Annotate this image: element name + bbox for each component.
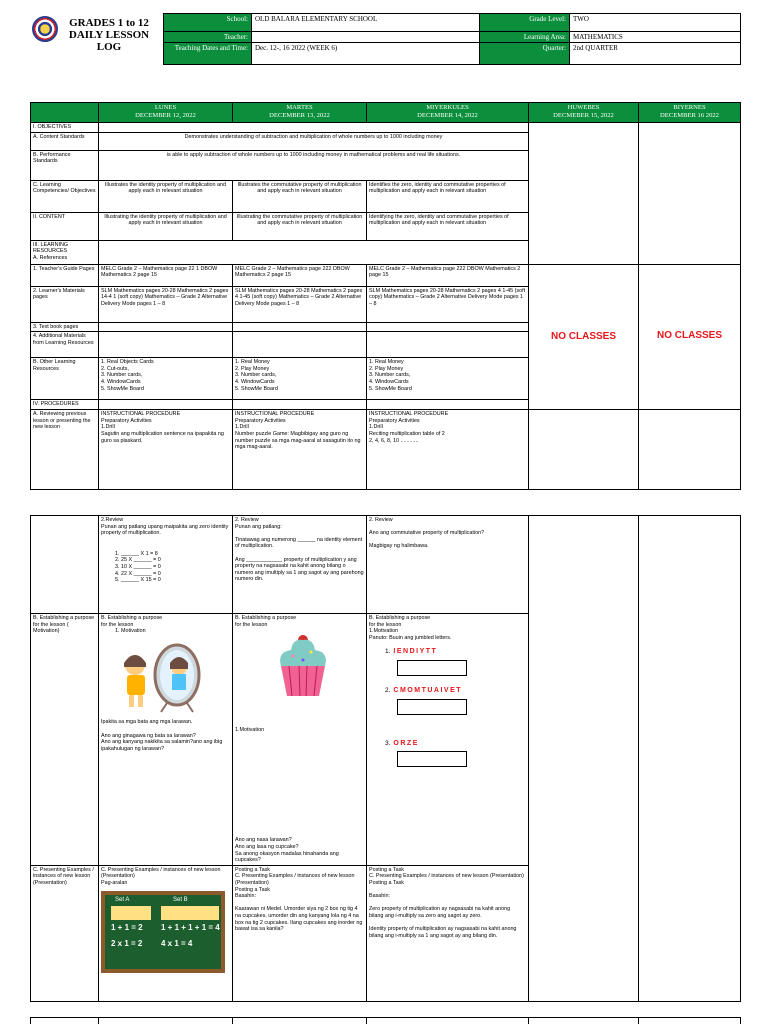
other-tue: 1. Real Money 2. Play Money 3. Number cards, 4. WindowCards 5. ShowMe Board [233, 358, 367, 400]
lm-mon: SLM Mathematics pages 20-28 Mathematics 2 pages 14-4 1 (soft copy) Mathematics – Grade 2 Alternative Delivery Mode pages 1 – 8 [99, 286, 233, 322]
textbook-label: 3. Text book pages [31, 322, 99, 332]
additional-label: 4. Additional Materials from Learning Resources [31, 332, 99, 358]
competency-wed: Identifies the zero, identity and commutative properties of multiplication and apply each in relevant situation [367, 180, 529, 212]
title-line-3: LOG [96, 41, 122, 53]
content-mon: Illustrating the identity property of multiplication and apply each in relevant situation [99, 212, 233, 240]
thursday-page2 [529, 516, 639, 1002]
other-mon: 1. Real Objects Cards 2. Cut-outs, 3. Number cards, 4. WindowCards 5. ShowMe Board [99, 358, 233, 400]
thursday-cell [529, 264, 639, 410]
purpose-tue: B. Establishing a purpose for the lesson 1.Motivation Ano ang nasa larawan? Ano ang lasa ng cupcake? Sa anong okasyon madalas hinahanda ang cupcakes? [233, 614, 367, 866]
deped-seal [32, 16, 58, 42]
grade-label: Grade Level: [480, 14, 570, 32]
header-table [163, 13, 741, 65]
purpose-label: B. Establishing a purpose for the lesson ( Motivation) [31, 614, 99, 866]
jumbled-word-2: 2. CMOMTUAIVET [385, 686, 463, 694]
competency-mon: Illustrates the identity property of multiplication and apply each in relevant situation [99, 180, 233, 212]
document-title [56, 17, 162, 53]
content-standard-text: Demonstrates understanding of subtraction and multiplication of whole numbers up to 1000 including money [99, 132, 529, 150]
answer-box-3[interactable] [397, 751, 467, 767]
other-resources-label: B. Other Learning Resources [31, 358, 99, 400]
lm-wed: SLM Mathematics pages 20-28 Mathematics 2 pages 4 1-45 (soft copy) Mathematics – Grade 2 Alternative Delivery Mode pages 1 – 8 [367, 286, 529, 322]
school-label: School: [164, 14, 252, 32]
reviewing-tue: INSTRUCTIONAL PROCEDURE Preparatory Activities 1.Drill Number puzzle Game: Magbibigay ang guro ng number puzzle sa mga mag-aaral at sasagutin ito ng mga mag-aaral. [233, 410, 367, 490]
day-tuesday: MARTES DECEMBER 13, 2022 [233, 103, 367, 123]
thursday-empty-top [529, 123, 639, 265]
resources-label: III. LEARNING RESOURCES A. References [31, 240, 99, 264]
title-line-1: GRADES 1 to 12 [69, 17, 149, 29]
school-value: OLD BALARA ELEMENTARY SCHOOL [252, 14, 480, 32]
day-friday: BIYERNES DECEMBER 16 2022 [639, 103, 741, 123]
dll-table-page3-edge [30, 1017, 741, 1024]
objectives-label: I. OBJECTIVES [31, 123, 99, 133]
grade-value: TWO [570, 14, 741, 32]
teacher-label: Teacher: [164, 32, 252, 43]
other-wed: 1. Real Money 2. Play Money 3. Number cards, 4. WindowCards 5. ShowMe Board [367, 358, 529, 400]
tg-tue: MELC Grade 2 – Mathematics page 222 DBOW Mathematics 2 page 15 [233, 264, 367, 286]
content-label: II. CONTENT [31, 212, 99, 240]
review2-tue: 2. Review Punan ang patlang: Tinatawag ang numerong ______ na identity element of multiplication. Ang ____________ property of multiplication y ang property na nagsasabi na kahit anong bilang o numero ang imultiply sa 1 ang sagot ay ang parehong numero din. [233, 516, 367, 614]
lm-tue: SLM Mathematics pages 20-28 Mathematics 2 pages 4 1-45 (soft copy) Mathematics – Grade 2 Alternative Delivery Mode pages 1 – 8 [233, 286, 367, 322]
dll-table-page2 [30, 515, 741, 1002]
review2-mon: 2.Review Punan ang patlang upang maipakita ang zero identity property of multiplication. 1. ______ X 1 = 8 2. 25 X ______ = 0 3. 10 X ______ = 0 4. 22 X ______ = 0 5. ______ X 15 = 0 [99, 516, 233, 614]
day-wednesday: MIYERKULES DECEMBER 14, 2022 [367, 103, 529, 123]
content-wed: Identifying the zero, identity and commutative properties of multiplication and apply each in relevant situation [367, 212, 529, 240]
no-classes-thursday: NO CLASSES [550, 330, 616, 342]
friday-empty-top [639, 123, 741, 265]
dates-label: Teaching Dates and Time: [164, 43, 252, 65]
teacher-value [252, 32, 480, 43]
girl-mirror-illustration [105, 641, 205, 713]
friday-page2 [639, 516, 741, 1002]
lm-pages-label: 2. Learner's Materials pages [31, 286, 99, 322]
tg-pages-label: 1. Teacher's Guide Pages [31, 264, 99, 286]
day-thursday: HUWEBES DECMEBER 15, 2022 [529, 103, 639, 123]
presenting-tue: Posting a Task C. Presenting Examples / instances of new lesson (Presentation) Posting a Task Basahin: Kaarawan ni Medel. Umorder siya ng 2 box ng tig 4 na cupcakes, umorder din ang kanyang lola ng 4 na box na tig 2 cupcakes. Ilang cupcakes ang inorder ng bawat isa sa kanila? [233, 865, 367, 1001]
title-line-2: DAILY LESSON [68, 29, 150, 41]
purpose-mon: B. Establishing a purpose for the lesson 1. Motivation Ipakita sa mga bata ang mga larawan. Ano ang ginagawa ng bata sa larawan? Ano ang kanyang nakikita sa salamin?ano ang ibig ipakahulugan ng larawan? [99, 614, 233, 866]
procedures-label: IV. PROCEDURES [31, 400, 99, 410]
performance-standard-text: is able to apply subtraction of whole numbers up to 1000 including money in mathematical problems and real life situations. [99, 150, 529, 180]
quarter-value: 2nd QUARTER [570, 43, 741, 65]
review2-wed: 2. Review Ano ang commutative property of multiplication? Magbigay ng halimbawa. [367, 516, 529, 614]
cupcake-illustration [273, 634, 333, 700]
tg-wed: MELC Grade 2 – Mathematics page 222 DBOW Mathematics 2 page 15 [367, 264, 529, 286]
answer-box-2[interactable] [397, 699, 467, 715]
content-standards-label: A. Content Standards [31, 132, 99, 150]
jumbled-word-3: 3. ORZE [385, 739, 419, 747]
purpose-wed: B. Establishing a purpose for the lesson 1.Motivation Panuto: Buuin ang jumbled letters. 1. IENDIYTT 2. CMOMTUAIVET 3. ORZE [367, 614, 529, 866]
presenting-mon: C. Presenting Examples / instances of new lesson (Presentation) Pag-aralan Set A Set B 1 + 1 = 2 1 + 1 + 1 + 1 = 4 2 x 1 = 2 4 x 1 = 4 [99, 865, 233, 1001]
friday-cell [639, 264, 741, 410]
chalkboard-illustration: Set A Set B 1 + 1 = 2 1 + 1 + 1 + 1 = 4 2 x 1 = 2 4 x 1 = 4 [101, 891, 225, 973]
no-classes-friday: NO CLASSES [656, 329, 722, 341]
area-label: Learning Area: [480, 32, 570, 43]
reviewing-wed: INSTRUCTIONAL PROCEDURE Preparatory Activities 1.Drill Reciting multiplication table of 2 2, 4, 6, 8, 10 ............ [367, 410, 529, 490]
day-monday: LUNES DECEMBER 12, 2022 [99, 103, 233, 123]
competency-tue: Illustrates the commutative property of multiplication and apply each in relevant situation [233, 180, 367, 212]
tg-mon: MELC Grade 2 – Mathematics page 22 1 DBOW Mathematics 2 page 15 [99, 264, 233, 286]
dates-value: Dec. 12-, 16 2022 (WEEK 6) [252, 43, 480, 65]
day-header-row [31, 103, 741, 123]
competencies-label: C. Learning Competencies/ Objectives [31, 180, 99, 212]
dll-table-page1 [30, 102, 741, 490]
jumbled-word-1: 1. IENDIYTT [385, 648, 438, 656]
content-tue: Illustrating the commutative property of multiplication and apply each in relevant situation [233, 212, 367, 240]
presenting-wed: Posting a Task C. Presenting Examples / instances of new lesson (Presentation) Posting a Task Basahin: Zero property of multiplication ay nagsasabi na kahit anong bilang ang i-multiply sa zero ang sagot ay zero. Identity property of multiplication ay nagsasabi na kahit anong bilang ang i-multiply sa 1 ang sagot ay ang bilang din. [367, 865, 529, 1001]
answer-box-1[interactable] [397, 660, 467, 676]
reviewing-label: A. Reviewing previous lesson or presenting the new lesson [31, 410, 99, 490]
area-value: MATHEMATICS [570, 32, 741, 43]
quarter-label: Quarter: [480, 43, 570, 65]
performance-standards-label: B. Performance Standards [31, 150, 99, 180]
presenting-label: C. Presenting Examples / instances of new lesson (Presentation) [31, 865, 99, 1001]
reviewing-mon: INSTRUCTIONAL PROCEDURE Preparatory Activities 1.Drill Sagutin ang multiplication sentence na ipapakita ng guro sa plaskard. [99, 410, 233, 490]
